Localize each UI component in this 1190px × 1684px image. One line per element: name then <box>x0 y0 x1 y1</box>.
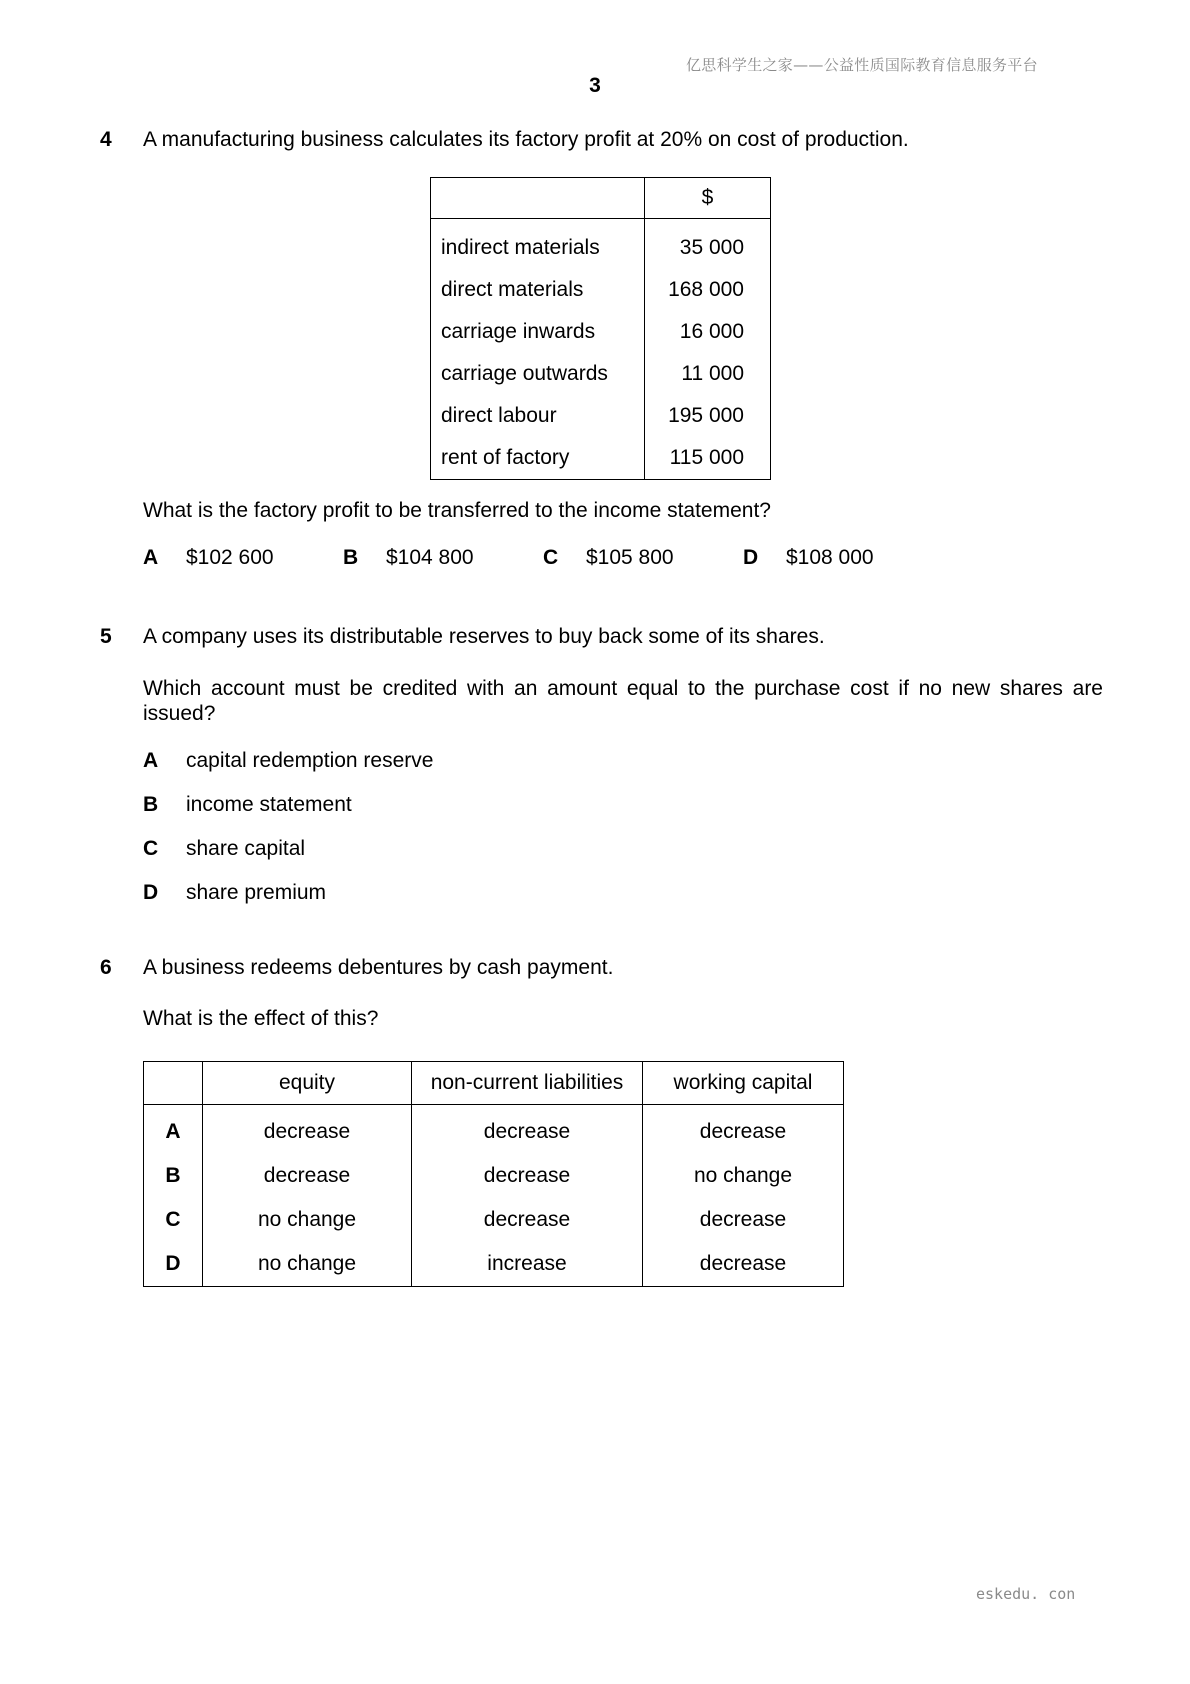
option-letter: C <box>144 1198 203 1242</box>
table-row <box>431 437 771 480</box>
table-row <box>431 353 771 395</box>
cost-label: carriage outwards <box>431 353 645 395</box>
option-a[interactable] <box>143 749 433 793</box>
option-letter: A <box>143 749 159 772</box>
column-header-working-capital: working capital <box>643 1062 844 1105</box>
working-capital-cell: decrease <box>643 1105 844 1155</box>
cost-label: carriage inwards <box>431 311 645 353</box>
option-text: capital redemption reserve <box>186 749 434 772</box>
cost-table-currency-header: $ <box>645 178 771 219</box>
option-text: income statement <box>186 793 352 816</box>
question-6-stem: A business redeems debentures by cash payment. <box>143 956 614 979</box>
question-5-question: Which account must be credited with an amount equal to the purchase cost if no new shares are issued? <box>143 677 1103 725</box>
cost-table-blank-header <box>431 178 645 219</box>
table-row <box>431 269 771 311</box>
option-a[interactable] <box>143 546 343 570</box>
question-4-options <box>143 546 943 570</box>
cost-value: 195 000 <box>668 404 744 427</box>
option-letter: A <box>143 546 159 569</box>
option-letter: C <box>543 546 559 569</box>
non-current-liabilities-cell: decrease <box>412 1105 643 1155</box>
question-6-question: What is the effect of this? <box>143 1007 379 1030</box>
cost-value: 35 000 <box>679 236 744 259</box>
question-4-number: 4 <box>100 128 112 151</box>
cost-value: 168 000 <box>668 278 744 301</box>
option-text: $102 600 <box>186 546 274 569</box>
question-6-number: 6 <box>100 956 112 979</box>
working-capital-cell: decrease <box>643 1242 844 1287</box>
option-text: share capital <box>186 837 306 860</box>
option-text: $105 800 <box>586 546 674 569</box>
cost-label: rent of factory <box>431 437 645 480</box>
table-row <box>431 219 771 270</box>
option-letter: D <box>144 1242 203 1287</box>
equity-cell: decrease <box>203 1105 412 1155</box>
option-d[interactable] <box>143 881 433 925</box>
effect-table-header-row <box>144 1062 844 1105</box>
effect-table <box>143 1061 844 1287</box>
question-4-question: What is the factory profit to be transferred to the income statement? <box>143 499 771 522</box>
page-number: 3 <box>589 74 601 97</box>
equity-cell: decrease <box>203 1154 412 1198</box>
cost-value: 11 000 <box>681 362 744 385</box>
cost-label: direct labour <box>431 395 645 437</box>
cost-table <box>430 177 771 480</box>
column-header-equity: equity <box>203 1062 412 1105</box>
option-letter: B <box>343 546 359 569</box>
option-text: $104 800 <box>386 546 474 569</box>
option-b[interactable] <box>143 793 433 837</box>
table-row <box>431 311 771 353</box>
question-5-options <box>143 749 433 925</box>
equity-cell: no change <box>203 1242 412 1287</box>
table-row[interactable] <box>144 1105 844 1155</box>
table-row <box>431 395 771 437</box>
question-5-stem: A company uses its distributable reserves to buy back some of its shares. <box>143 625 825 648</box>
option-text: $108 000 <box>786 546 874 569</box>
option-text: share premium <box>186 881 327 904</box>
question-5-number: 5 <box>100 625 112 648</box>
working-capital-cell: no change <box>643 1154 844 1198</box>
footer-site-text: eskedu. con <box>976 1585 1076 1603</box>
option-d[interactable] <box>743 546 943 570</box>
column-header-non-current-liabilities: non-current liabilities <box>412 1062 643 1105</box>
question-4-stem: A manufacturing business calculates its factory profit at 20% on cost of production. <box>143 128 909 151</box>
table-row[interactable] <box>144 1242 844 1287</box>
cost-value: 16 000 <box>679 320 744 343</box>
option-letter: D <box>143 881 159 904</box>
column-header-blank <box>144 1062 203 1105</box>
non-current-liabilities-cell: increase <box>412 1242 643 1287</box>
option-letter: B <box>143 793 159 816</box>
non-current-liabilities-cell: decrease <box>412 1198 643 1242</box>
header-site-text: 亿思科学生之家——公益性质国际教育信息服务平台 <box>686 56 1038 74</box>
non-current-liabilities-cell: decrease <box>412 1154 643 1198</box>
option-letter: C <box>143 837 159 860</box>
equity-cell: no change <box>203 1198 412 1242</box>
cost-value: 115 000 <box>669 446 744 469</box>
option-letter: D <box>743 546 759 569</box>
cost-label: direct materials <box>431 269 645 311</box>
option-c[interactable] <box>543 546 743 570</box>
table-row[interactable] <box>144 1154 844 1198</box>
option-b[interactable] <box>343 546 543 570</box>
table-row[interactable] <box>144 1198 844 1242</box>
option-c[interactable] <box>143 837 433 881</box>
option-letter: B <box>144 1154 203 1198</box>
cost-label: indirect materials <box>431 219 645 270</box>
working-capital-cell: decrease <box>643 1198 844 1242</box>
option-letter: A <box>144 1105 203 1155</box>
